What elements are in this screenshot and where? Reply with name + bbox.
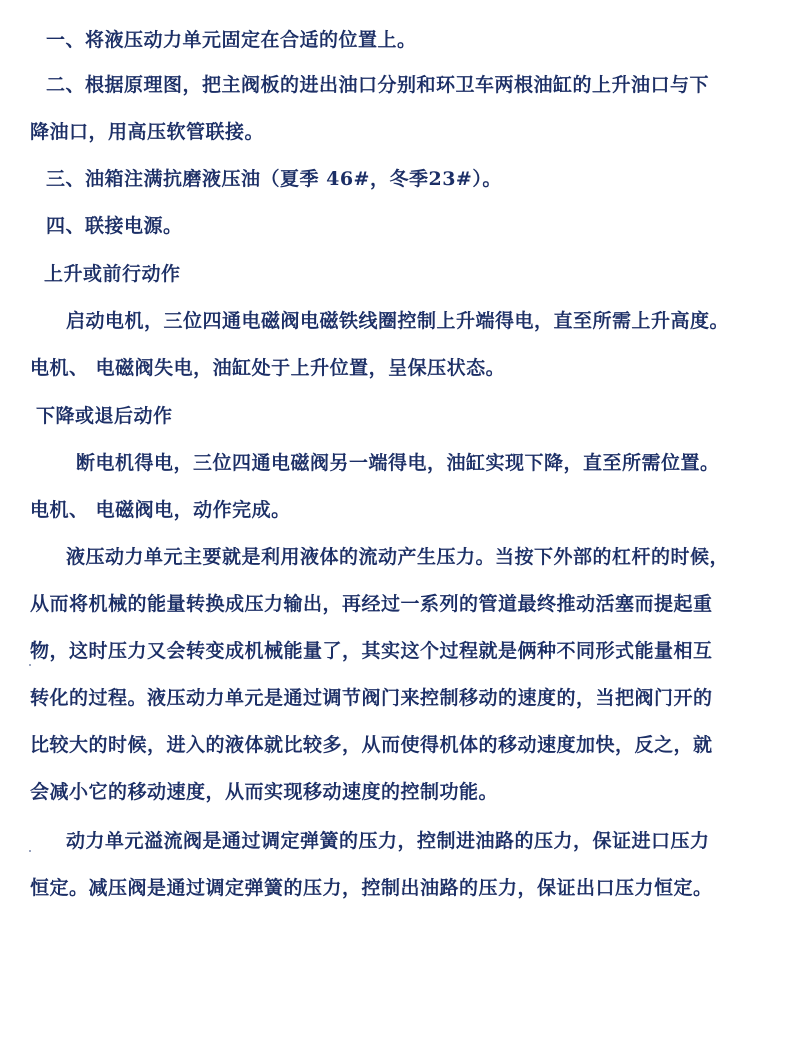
para1-line-5: 比较大的时候，进入的液体就比较多，从而使得机体的移动速度加快，反之，就 xyxy=(30,734,713,756)
para1-line-4: 转化的过程。液压动力单元是通过调节阀门来控制移动的速度的，当把阀门开的 xyxy=(30,687,713,709)
down-heading: 下降或退后动作 xyxy=(36,405,173,427)
step-2: 二、根据原理图，把主阀板的进出油口分别和环卫车两根油缸的上升油口与下 xyxy=(46,74,710,96)
step-2-continued: 降油口，用高压软管联接。 xyxy=(30,121,265,143)
up-line-1: 启动电机，三位四通电磁阀电磁铁线圈控制上升端得电，直至所需上升高度。 xyxy=(66,310,730,332)
step-3: 三、油箱注满抗磨液压油（夏季 46#，冬季23#）。 xyxy=(46,168,502,190)
down-line-1: 断电机得电，三位四通电磁阀另一端得电，油缸实现下降，直至所需位置。 xyxy=(76,452,720,474)
para1-line-3: 物，这时压力又会转变成机械能量了，其实这个过程就是俩种不同形式能量相互 xyxy=(30,640,713,662)
para1-line-6: 会减小它的移动速度，从而实现移动速度的控制功能。 xyxy=(30,781,499,803)
para2-line-1: 动力单元溢流阀是通过调定弹簧的压力，控制进油路的压力，保证进口压力 xyxy=(66,830,710,852)
margin-mark xyxy=(29,850,31,852)
para1-line-2: 从而将机械的能量转换成压力输出，再经过一系列的管道最终推动活塞而提起重 xyxy=(30,593,713,615)
step-1: 一、将液压动力单元固定在合适的位置上。 xyxy=(46,29,417,51)
up-heading: 上升或前行动作 xyxy=(44,263,181,285)
para2-line-2: 恒定。减压阀是通过调定弹簧的压力，控制出油路的压力，保证出口压力恒定。 xyxy=(30,877,713,899)
margin-mark xyxy=(29,664,31,666)
para1-line-1: 液压动力单元主要就是利用液体的流动产生压力。当按下外部的杠杆的时候， xyxy=(66,546,730,568)
up-line-2: 电机、 电磁阀失电，油缸处于上升位置，呈保压状态。 xyxy=(30,357,506,379)
down-line-2: 电机、 电磁阀电，动作完成。 xyxy=(30,499,291,521)
step-4: 四、联接电源。 xyxy=(46,215,183,237)
